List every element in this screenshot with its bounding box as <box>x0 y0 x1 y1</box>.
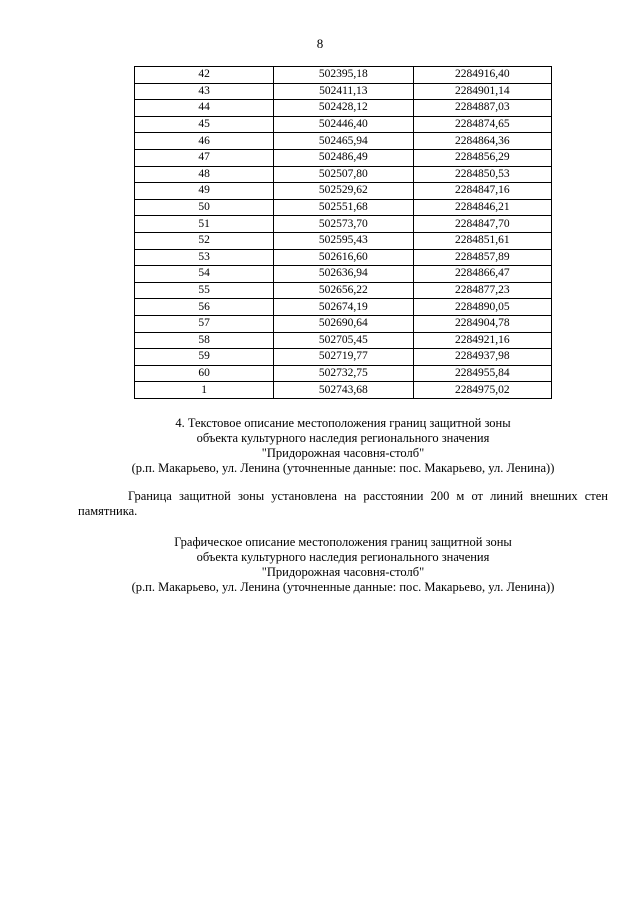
cell-coord-y: 2284901,14 <box>413 83 551 100</box>
graphic-object-name: "Придорожная часовня-столб" <box>261 565 425 579</box>
cell-coord-x: 502705,45 <box>274 332 413 349</box>
page-number: 8 <box>316 36 324 51</box>
table-row <box>135 365 552 382</box>
table-row <box>135 216 552 233</box>
table-row <box>135 67 552 84</box>
cell-point-number: 51 <box>135 216 274 233</box>
cell-coord-x: 502690,64 <box>274 315 413 332</box>
cell-coord-y: 2284877,23 <box>413 282 551 299</box>
table-row <box>135 166 552 183</box>
graphic-address: (р.п. Макарьево, ул. Ленина (уточненные данные: пос. Макарьево, ул. Ленина)) <box>131 580 555 594</box>
boundary-paragraph: Граница защитной зоны установлена на расстоянии 200 м от линий внешних стен памятника. <box>78 489 608 518</box>
cell-coord-x: 502529,62 <box>274 183 413 200</box>
cell-point-number: 42 <box>135 67 274 84</box>
cell-coord-y: 2284847,16 <box>413 183 551 200</box>
cell-coord-y: 2284864,36 <box>413 133 551 150</box>
graphic-description-heading <box>78 535 608 595</box>
table-row <box>135 116 552 133</box>
cell-coord-y: 2284856,29 <box>413 149 551 166</box>
cell-coord-x: 502719,77 <box>274 349 413 366</box>
cell-coord-x: 502573,70 <box>274 216 413 233</box>
table-row <box>135 100 552 117</box>
table-row <box>135 266 552 283</box>
cell-point-number: 45 <box>135 116 274 133</box>
cell-coord-y: 2284847,70 <box>413 216 551 233</box>
cell-point-number: 56 <box>135 299 274 316</box>
cell-coord-x: 502656,22 <box>274 282 413 299</box>
cell-coord-y: 2284921,16 <box>413 332 551 349</box>
section-4-object-type: объекта культурного наследия регионального значения <box>196 431 490 445</box>
coordinates-table-body <box>135 67 552 399</box>
cell-point-number: 59 <box>135 349 274 366</box>
cell-coord-x: 502595,43 <box>274 232 413 249</box>
cell-coord-y: 2284890,05 <box>413 299 551 316</box>
cell-coord-x: 502507,80 <box>274 166 413 183</box>
cell-coord-y: 2284857,89 <box>413 249 551 266</box>
table-row <box>135 149 552 166</box>
cell-point-number: 55 <box>135 282 274 299</box>
cell-point-number: 60 <box>135 365 274 382</box>
table-row <box>135 282 552 299</box>
section-4-title: 4. Текстовое описание местоположения границ защитной зоны <box>175 416 511 430</box>
table-row <box>135 249 552 266</box>
cell-coord-y: 2284975,02 <box>413 382 551 399</box>
table-row <box>135 232 552 249</box>
table-row <box>135 199 552 216</box>
cell-point-number: 50 <box>135 199 274 216</box>
cell-point-number: 48 <box>135 166 274 183</box>
cell-coord-x: 502551,68 <box>274 199 413 216</box>
cell-point-number: 47 <box>135 149 274 166</box>
table-row <box>135 349 552 366</box>
cell-point-number: 46 <box>135 133 274 150</box>
section-4-heading <box>78 416 608 476</box>
table-row <box>135 382 552 399</box>
cell-coord-x: 502616,60 <box>274 249 413 266</box>
cell-coord-x: 502395,18 <box>274 67 413 84</box>
cell-coord-y: 2284937,98 <box>413 349 551 366</box>
cell-coord-y: 2284851,61 <box>413 232 551 249</box>
cell-coord-y: 2284916,40 <box>413 67 551 84</box>
table-row <box>135 315 552 332</box>
section-4-address: (р.п. Макарьево, ул. Ленина (уточненные данные: пос. Макарьево, ул. Ленина)) <box>131 461 555 475</box>
cell-coord-x: 502732,75 <box>274 365 413 382</box>
cell-point-number: 49 <box>135 183 274 200</box>
cell-coord-x: 502674,19 <box>274 299 413 316</box>
cell-coord-y: 2284887,03 <box>413 100 551 117</box>
graphic-title: Графическое описание местоположения границ защитной зоны <box>174 535 512 549</box>
cell-point-number: 43 <box>135 83 274 100</box>
cell-point-number: 53 <box>135 249 274 266</box>
cell-point-number: 1 <box>135 382 274 399</box>
cell-point-number: 57 <box>135 315 274 332</box>
table-row <box>135 299 552 316</box>
cell-coord-x: 502465,94 <box>274 133 413 150</box>
table-row <box>135 83 552 100</box>
cell-coord-x: 502428,12 <box>274 100 413 117</box>
cell-coord-y: 2284846,21 <box>413 199 551 216</box>
coordinates-table <box>134 66 552 399</box>
table-row <box>135 332 552 349</box>
section-4-object-name: "Придорожная часовня-столб" <box>261 446 425 460</box>
cell-coord-x: 502486,49 <box>274 149 413 166</box>
cell-point-number: 52 <box>135 232 274 249</box>
cell-coord-x: 502411,13 <box>274 83 413 100</box>
cell-coord-x: 502636,94 <box>274 266 413 283</box>
cell-coord-y: 2284904,78 <box>413 315 551 332</box>
cell-coord-y: 2284866,47 <box>413 266 551 283</box>
table-row <box>135 133 552 150</box>
cell-coord-x: 502743,68 <box>274 382 413 399</box>
cell-point-number: 58 <box>135 332 274 349</box>
table-row <box>135 183 552 200</box>
cell-point-number: 54 <box>135 266 274 283</box>
cell-coord-x: 502446,40 <box>274 116 413 133</box>
cell-point-number: 44 <box>135 100 274 117</box>
graphic-object-type: объекта культурного наследия регионального значения <box>196 550 490 564</box>
cell-coord-y: 2284850,53 <box>413 166 551 183</box>
cell-coord-y: 2284874,65 <box>413 116 551 133</box>
cell-coord-y: 2284955,84 <box>413 365 551 382</box>
